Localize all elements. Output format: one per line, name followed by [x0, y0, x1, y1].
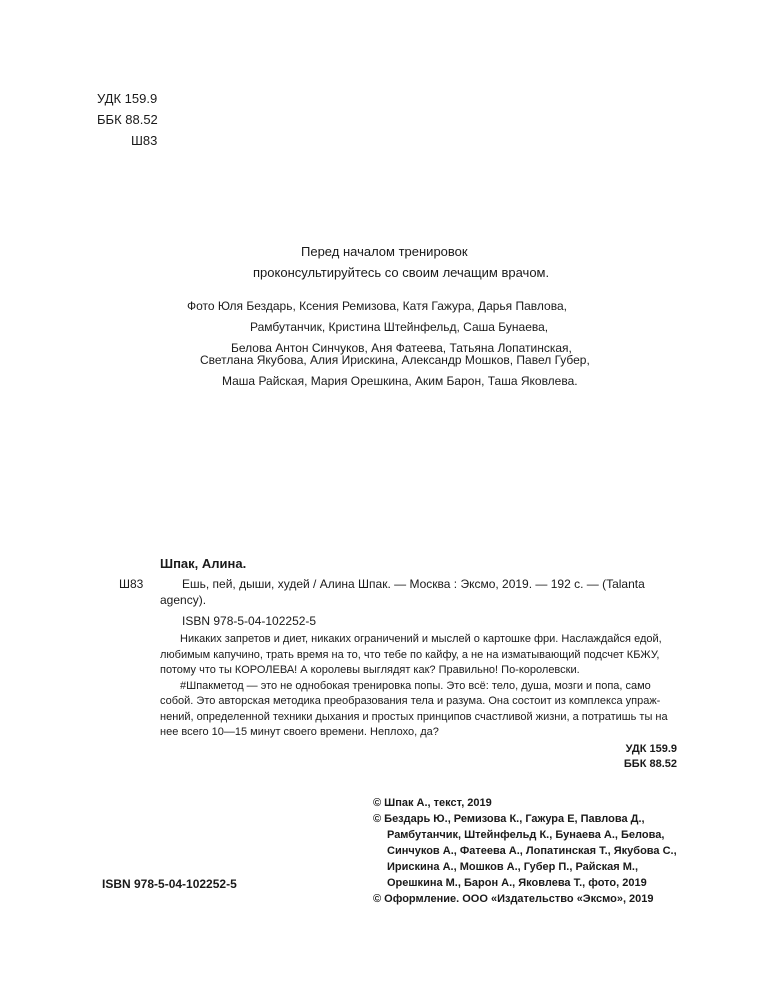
photo-credits-line-3: Белова Антон Синчуков, Аня Фатеева, Татьяна Лопатинская,: [231, 341, 572, 355]
catalog-author: Шпак, Алина.: [160, 556, 247, 571]
isbn-bottom: ISBN 978-5-04-102252-5: [102, 877, 237, 891]
annotation-line-5: собой. Это авторская методика преобразования тела и разума. Она состоит из комплекса упраж-: [160, 695, 661, 707]
copyright-line-7: © Оформление. ООО «Издательство «Эксмо», 2019: [373, 893, 654, 905]
catalog-isbn: ISBN 978-5-04-102252-5: [182, 614, 317, 628]
author-mark: Ш83: [131, 133, 158, 148]
annotation-line-2: любимым капучино, трать время на то, что тебе по кайфу, а не на изматывающий подсчет КБЖУ,: [160, 649, 660, 661]
photo-credits-line-5: Маша Райская, Мария Орешкина, Аким Барон, Таша Яковлева.: [222, 374, 578, 388]
copyright-line-6: Орешкина М., Барон А., Яковлева Т., фото, 2019: [387, 877, 647, 889]
annotation-line-4: #Шпакметод — это не однобокая тренировка попы. Это всё: тело, душа, мозги и попа, само: [180, 680, 651, 692]
photo-credits-line-1: Фото Юля Бездарь, Ксения Ремизова, Катя Гажура, Дарья Павлова,: [187, 299, 567, 313]
annotation-line-6: нений, определенной техники дыхания и простых принципов счастливой жизни, а потратишь ты на: [160, 711, 668, 723]
catalog-udk: УДК 159.9: [625, 743, 677, 755]
annotation-line-7: нее всего 10—15 минут своего времени. Неплохо, да?: [160, 726, 439, 738]
warning-line-1: Перед началом тренировок: [301, 244, 468, 259]
catalog-title-line-2: agency).: [160, 593, 207, 607]
catalog-title-line-1: Ешь, пей, дыши, худей / Алина Шпак. — Москва : Эксмо, 2019. — 192 с. — (Talanta: [182, 577, 645, 591]
annotation-line-1: Никаких запретов и диет, никаких ограничений и мыслей о картошке фри. Наслаждайся едой,: [180, 633, 662, 645]
copyright-line-1: © Шпак А., текст, 2019: [373, 797, 492, 809]
catalog-code: Ш83: [119, 577, 144, 591]
udk-code: УДК 159.9: [97, 91, 158, 106]
bbk-code: ББК 88.52: [97, 112, 158, 127]
annotation-line-3: потому что ты КОРОЛЕВА! А королевы выглядят как? Правильно! По-королевски.: [160, 664, 580, 676]
photo-credits-line-4: Светлана Якубова, Алия Ирискина, Александр Мошков, Павел Губер,: [200, 353, 590, 367]
copyright-line-5: Ирискина А., Мошков А., Губер П., Райская М.,: [387, 861, 639, 873]
copyright-line-4: Синчуков А., Фатеева А., Лопатинская Т., Якубова С.,: [387, 845, 677, 857]
copyright-line-2: © Бездарь Ю., Ремизова К., Гажура Е, Павлова Д.,: [373, 813, 645, 825]
warning-line-2: проконсультируйтесь со своим лечащим врачом.: [253, 265, 550, 280]
classification-block-top: [97, 88, 158, 151]
copyright-line-3: Рамбутанчик, Штейнфельд К., Бунаева А., Белова,: [387, 829, 665, 841]
photo-credits-line-2: Рамбутанчик, Кристина Штейнфельд, Саша Бунаева,: [250, 320, 549, 334]
catalog-bbk: ББК 88.52: [623, 758, 677, 770]
